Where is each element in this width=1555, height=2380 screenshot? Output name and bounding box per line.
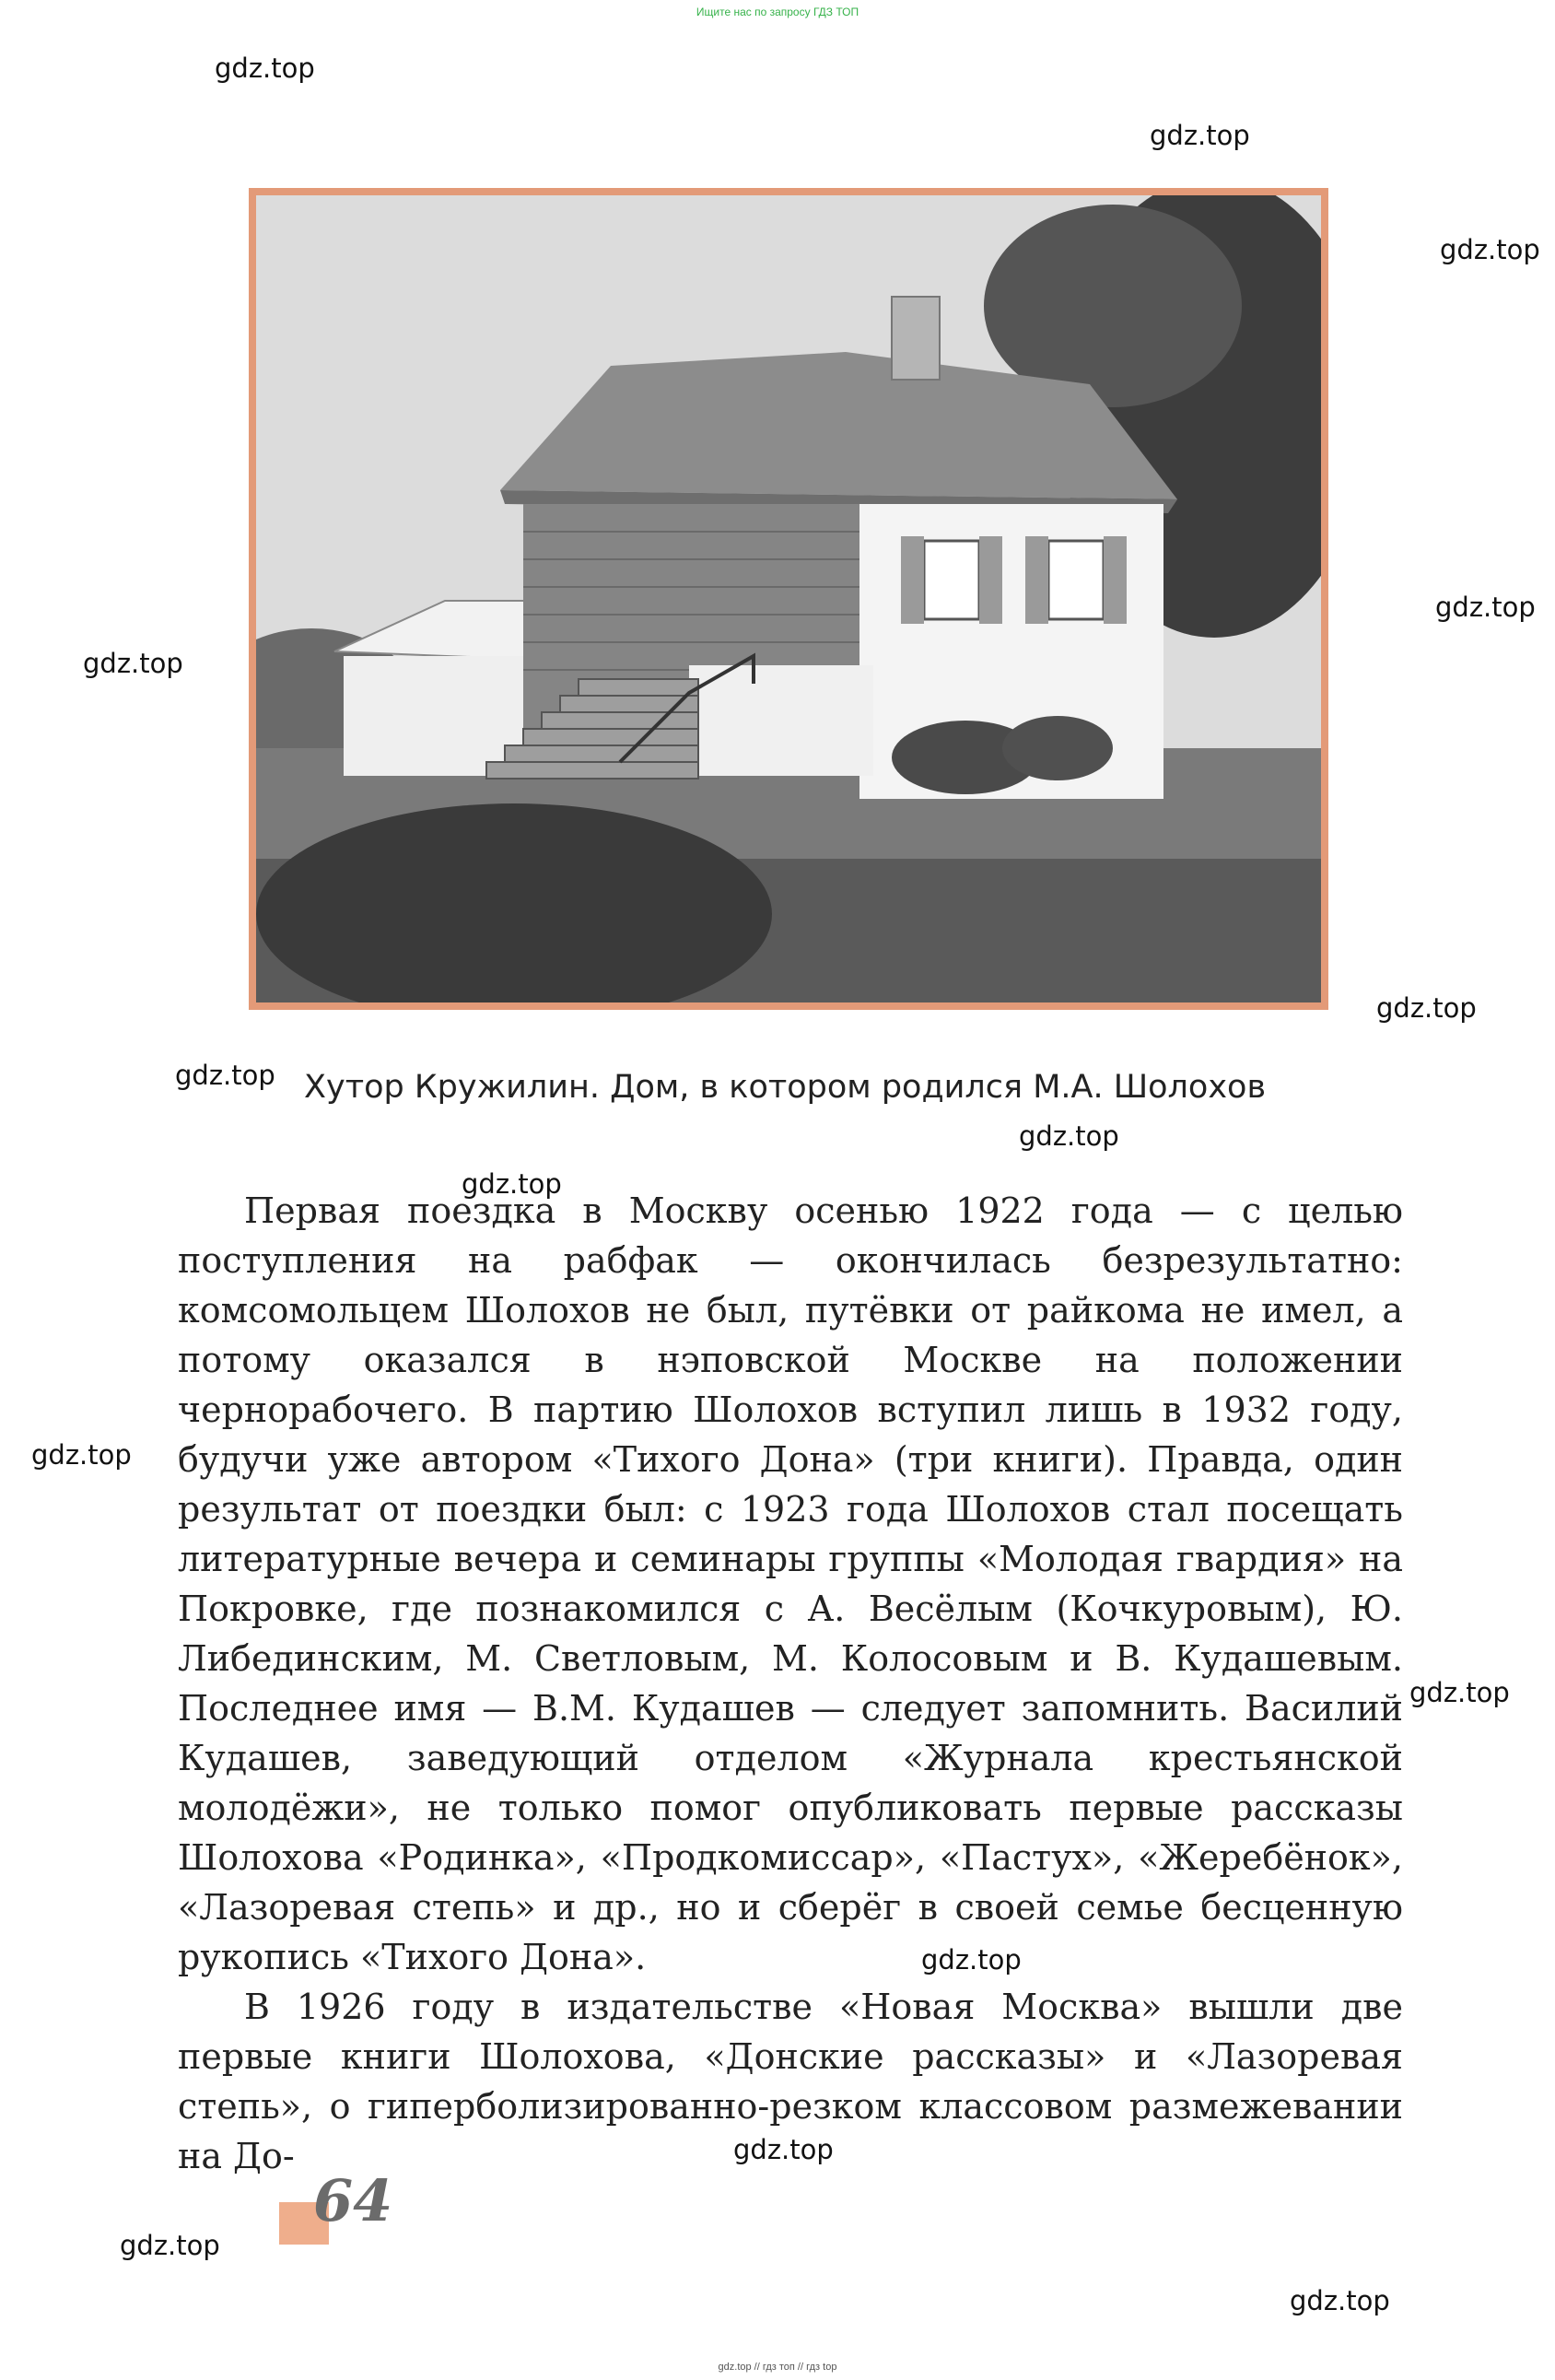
watermark: gdz.top — [921, 1944, 1022, 1976]
watermark: gdz.top — [1290, 2285, 1390, 2316]
watermark: gdz.top — [462, 1168, 562, 1200]
watermark: gdz.top — [1019, 1120, 1119, 1152]
watermark: gdz.top — [31, 1439, 132, 1471]
house-photo-illustration — [256, 195, 1321, 1002]
watermark: gdz.top — [1435, 592, 1536, 623]
watermark: gdz.top — [83, 648, 183, 679]
watermark: gdz.top — [1150, 120, 1250, 151]
watermark: gdz.top — [1376, 992, 1477, 1024]
figure-caption: Хутор Кружилин. Дом, в котором родился М.А. Шолохов — [304, 1069, 1267, 1106]
bottom-banner: gdz.top // гдз топ // гдз top — [718, 2362, 837, 2373]
paragraph: Первая поездка в Москву осенью 1922 года — с целью поступления на рабфак — окончилась безрезультатно: комсомольцем Шолохов не был, путёвки от райкома не имел, а потому оказался в нэповской Москве на положении чернорабочего. В партию Шолохов вступил лишь в 1932 году, будучи уже автором «Тихого Дона» (три книги). Правда, один результат от поездки был: с 1923 года Шолохов стал посещать литературные вечера и семинары группы «Молодая гвардия» на Покровке, где познакомился с А. Весёлым (Кочкуровым), Ю. Либединским, М. Светловым, М. Колосовым и В. Кудашевым. Последнее имя — В.М. Кудашев — следует запомнить. Василий Кудашев, заведующий отделом «Журнала крестьянской молодёжи», не только помог опубликовать первые рассказы Шолохова «Родинка», «Продкомиссар», «Пастух», «Жеребёнок», «Лазоревая степь» и др., но и сберёг в своей семье бесценную рукопись «Тихого Дона». — [178, 1190, 1403, 1977]
watermark: gdz.top — [1440, 234, 1540, 265]
watermark: gdz.top — [215, 53, 315, 84]
watermark: gdz.top — [733, 2134, 834, 2165]
top-banner: Ищите нас по запросу ГДЗ ТОП — [696, 6, 859, 18]
watermark: gdz.top — [175, 1060, 275, 1091]
watermark: gdz.top — [120, 2230, 220, 2261]
house-photograph — [249, 188, 1328, 1010]
paragraph: В 1926 году в издательстве «Новая Москва» вышли две первые книги Шолохова, «Донские рассказы» и «Лазоревая степь», о гиперболизированно-резком классовом размежевании на До- — [178, 1987, 1403, 2176]
watermark: gdz.top — [1409, 1677, 1510, 1708]
body-text — [178, 1186, 1403, 2181]
page-number: 64 — [313, 2167, 393, 2234]
